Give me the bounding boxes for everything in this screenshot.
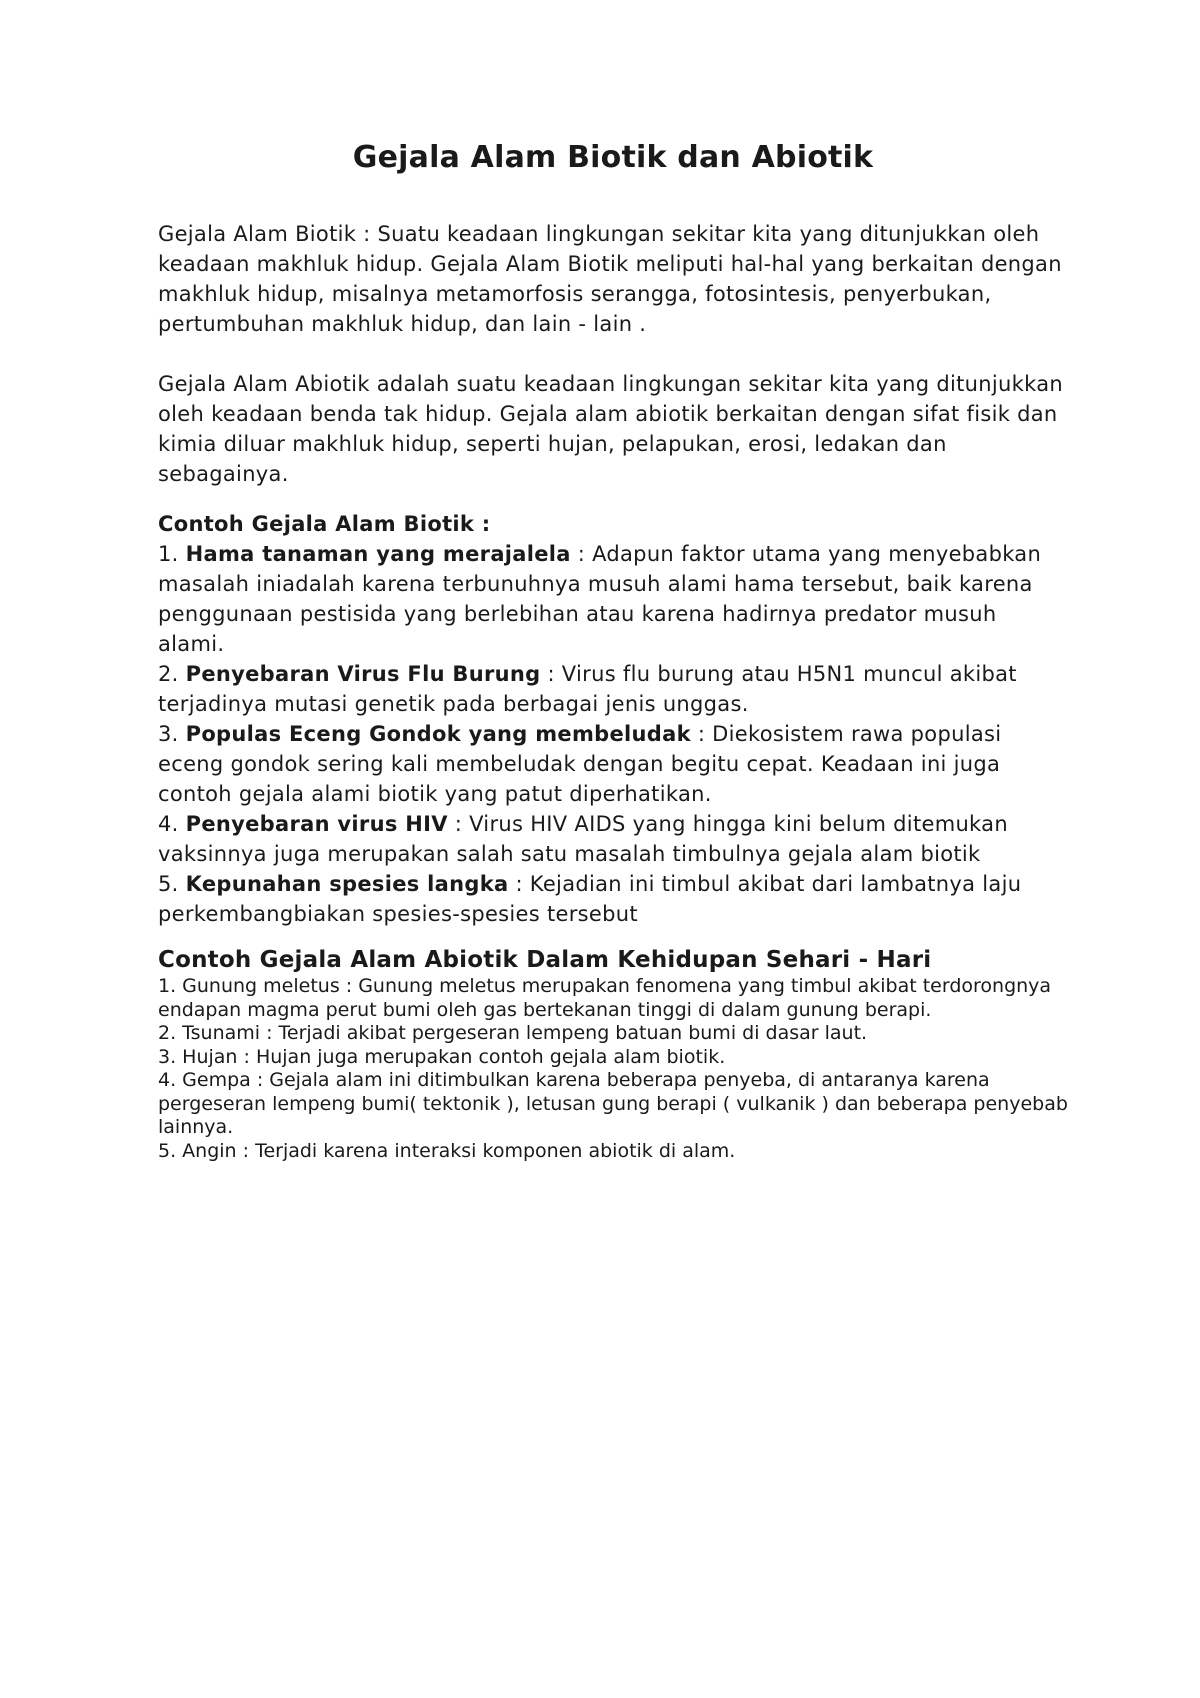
abiotik-examples-heading: Contoh Gejala Alam Abiotik Dalam Kehidupan Sehari - Hari: [158, 947, 932, 973]
item-number: 2.: [158, 662, 186, 686]
item-description: : Virus HIV AIDS yang hingga kini belum ditemukan vaksinnya juga merupakan salah satu masalah timbulnya gejala alam biotik: [158, 812, 1008, 866]
item-term: Hama tanaman yang merajalela: [185, 542, 571, 566]
list-item: [158, 659, 1068, 719]
list-item: 5. Angin : Terjadi karena interaksi komponen abiotik di alam.: [158, 1139, 736, 1162]
item-description: : Kejadian ini timbul akibat dari lambatnya laju perkembangbiakan spesies-spesies tersebut: [158, 872, 1022, 926]
item-term: Penyebaran virus HIV: [185, 812, 448, 836]
item-number: 5.: [158, 872, 186, 896]
list-item: [158, 809, 1068, 869]
item-number: 1.: [158, 542, 186, 566]
item-description: : Virus flu burung atau H5N1 muncul akibat terjadinya mutasi genetik pada berbagai jenis unggas.: [158, 662, 1017, 716]
list-item: [158, 539, 1068, 659]
item-term: Kepunahan spesies langka: [185, 872, 509, 896]
document-page: [158, 140, 1068, 1163]
list-item: 4. Gempa : Gejala alam ini ditimbulkan karena beberapa penyeba, di antaranya karena pergeseran lempeng bumi( tektonik ), letusan gung berapi ( vulkanik ) dan beberapa penyebab lainnya.: [158, 1069, 1068, 1138]
intro-abiotik-paragraph: Gejala Alam Abiotik adalah suatu keadaan lingkungan sekitar kita yang ditunjukkan oleh keadaan benda tak hidup. Gejala alam abiotik berkaitan dengan sifat fisik dan kimia diluar makhluk hidup, seperti hujan, pelapukan, erosi, ledakan dan sebagainya.: [158, 372, 1063, 486]
item-number: 4.: [158, 812, 186, 836]
page-title: Gejala Alam Biotik dan Abiotik: [352, 140, 874, 175]
item-term: Populas Eceng Gondok yang membeludak: [185, 722, 691, 746]
item-description: : Diekosistem rawa populasi eceng gondok sering kali membeludak dengan begitu cepat. Keadaan ini juga contoh gejala alami biotik yang patut diperhatikan.: [158, 722, 1002, 806]
list-item: [158, 719, 1068, 809]
list-item: 3. Hujan : Hujan juga merupakan contoh gejala alam biotik.: [158, 1045, 726, 1068]
biotik-examples-list: [158, 539, 1068, 929]
item-term: Penyebaran Virus Flu Burung: [185, 662, 541, 686]
biotik-examples-heading: Contoh Gejala Alam Biotik :: [158, 512, 491, 536]
abiotik-examples-list: [158, 975, 1068, 1163]
item-number: 3.: [158, 722, 186, 746]
list-item: 2. Tsunami : Terjadi akibat pergeseran lempeng batuan bumi di dasar laut.: [158, 1022, 868, 1044]
list-item: 1. Gunung meletus : Gunung meletus merupakan fenomena yang timbul akibat terdorongnya endapan magma perut bumi oleh gas bertekanan tinggi di dalam gunung berapi.: [158, 975, 1052, 1021]
list-item: [158, 869, 1068, 929]
item-description: : Adapun faktor utama yang menyebabkan masalah iniadalah karena terbunuhnya musuh alami hama tersebut, baik karena penggunaan pestisida yang berlebihan atau karena hadirnya predator musuh alami.: [158, 542, 1042, 656]
intro-biotik-paragraph: Gejala Alam Biotik : Suatu keadaan lingkungan sekitar kita yang ditunjukkan oleh keadaan makhluk hidup. Gejala Alam Biotik meliputi hal-hal yang berkaitan dengan makhluk hidup, misalnya metamorfosis serangga, fotosintesis, penyerbukan, pertumbuhan makhluk hidup, dan lain - lain .: [158, 222, 1062, 336]
